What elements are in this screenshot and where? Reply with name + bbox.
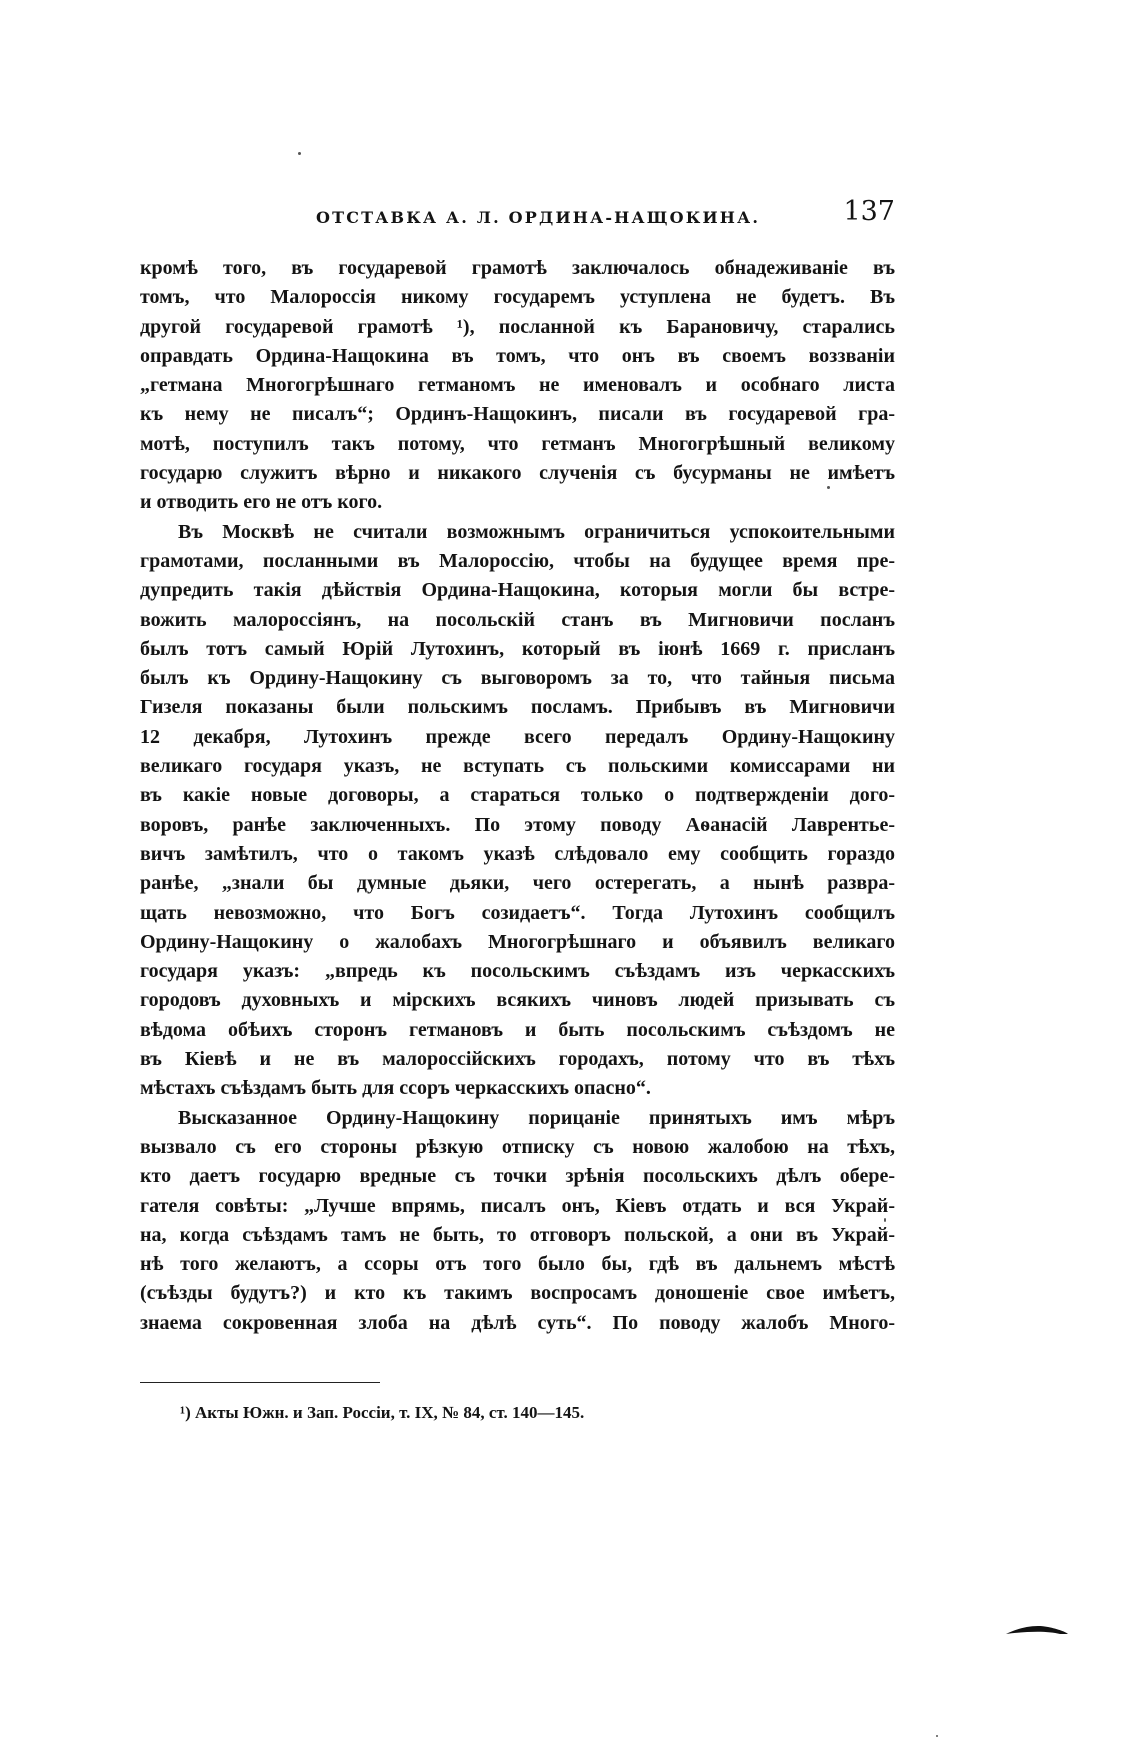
text-line: мотѣ, поступилъ такъ потому, что гетманъ Многогрѣшный великому <box>140 432 895 455</box>
text-line: нѣ того желаютъ, а ссоры отъ того было бы, гдѣ въ дальнемъ мѣстѣ <box>140 1253 895 1276</box>
text-line: (съѣзды будутъ?) и кто къ такимъ воспросамъ доношеніе свое имѣетъ, <box>140 1282 895 1305</box>
text-line: 12 декабря, Лутохинъ прежде всего передалъ Ордину-Нащокину <box>140 725 895 748</box>
footnote: ¹) Акты Южн. и Зап. Россіи, т. IX, № 84, ст. 140—145. <box>180 1403 585 1422</box>
body-text <box>140 254 895 1338</box>
text-line: и отводить его не отъ кого. <box>140 491 383 514</box>
paragraph-start-line: Въ Москвѣ не считали возможнымъ ограничиться успокоительными <box>178 520 895 543</box>
text-line: къ нему не писалъ“; Ординъ-Нащокинъ, писали въ государевой гра- <box>140 403 895 426</box>
text-line: вѣдома обѣихъ сторонъ гетмановъ и быть посольскимъ съѣздомъ не <box>140 1018 895 1041</box>
text-line: вичъ замѣтилъ, что о такомъ указѣ слѣдовало ему сообщить гораздо <box>140 842 895 865</box>
text-line: великаго государя указъ, не вступать съ польскими комиссарами ни <box>140 755 895 778</box>
text-line: мѣстахъ съѣздамъ быть для ссоръ черкасскихъ опасно“. <box>140 1077 651 1100</box>
page-number: 137 <box>843 196 895 227</box>
text-line: государя указъ: „впредь къ посольскимъ съѣздамъ изъ черкасскихъ <box>140 960 895 983</box>
text-line: на, когда съѣздамъ тамъ не быть, то отговоръ польской, а они въ Украй- <box>140 1223 895 1246</box>
text-line: щать невозможно, что Богъ созидаетъ“. Тогда Лутохинъ сообщилъ <box>140 901 895 924</box>
text-line: кто даетъ государю вредные съ точки зрѣнія посольскихъ дѣлъ обере- <box>140 1165 895 1188</box>
text-line: воровъ, ранѣе заключенныхъ. По этому поводу Аѳанасій Лаврентье- <box>140 813 895 836</box>
text-line: знаема сокровенная злоба на дѣлѣ суть“. По поводу жалобъ Много- <box>140 1311 895 1334</box>
text-line: вызвало съ его стороны рѣзкую отписку съ новою жалобою на тѣхъ, <box>140 1135 895 1158</box>
page-header <box>140 196 900 236</box>
text-line: дупредить такія дѣйствія Ордина-Нащокина, которыя могли бы встре- <box>140 579 895 602</box>
scan-speck <box>827 486 830 489</box>
text-line: кромѣ того, въ государевой грамотѣ заключалось обнадеживаніе въ <box>140 257 895 279</box>
text-line: городовъ духовныхъ и мірскихъ всякихъ чиновъ людей призывать съ <box>140 989 895 1012</box>
text-line: томъ, что Малороссія никому государемъ уступлена не будетъ. Въ <box>140 286 895 309</box>
scan-speck <box>884 1218 886 1222</box>
running-title: ОТСТАВКА А. Л. ОРДИНА-НАЩОКИНА. <box>316 208 761 227</box>
ink-smudge-mark <box>1004 1622 1070 1636</box>
text-line: въ какіе новые договоры, а стараться только о подтвержденіи дого- <box>140 784 895 807</box>
text-line: гателя совѣты: „Лучше впрямь, писалъ онъ, Кіевъ отдать и вся Украй- <box>140 1194 895 1217</box>
scan-speck <box>298 152 301 155</box>
text-line: „гетмана Многогрѣшнаго гетманомъ не именовалъ и особнаго листа <box>140 374 895 397</box>
text-line: государю служитъ вѣрно и никакого слученія съ бусурманы не имѣетъ <box>140 462 895 485</box>
text-line: въ Кіевѣ и не въ малороссійскихъ городахъ, потому что въ тѣхъ <box>140 1048 895 1071</box>
text-line: ранѣе, „знали бы думные дьяки, чего остерегать, а нынѣ развра- <box>140 872 895 895</box>
footnote-divider <box>140 1382 380 1383</box>
text-line: вожить малороссіянъ, на посольскій станъ въ Мигновичи посланъ <box>140 608 895 631</box>
text-line: оправдать Ордина-Нащокина въ томъ, что онъ въ своемъ воззваніи <box>140 344 895 367</box>
text-line: былъ тотъ самый Юрій Лутохинъ, который въ іюнѣ 1669 г. присланъ <box>140 637 895 660</box>
text-line: грамотами, посланными въ Малороссію, чтобы на будущее время пре- <box>140 549 895 572</box>
paragraph-start-line: Высказанное Ордину-Нащокину порицаніе принятыхъ имъ мѣръ <box>178 1106 895 1129</box>
text-line: другой государевой грамотѣ ¹), посланной къ Барановичу, старались <box>140 315 895 338</box>
text-line: Ордину-Нащокину о жалобахъ Многогрѣшнаго и объявилъ великаго <box>140 930 895 953</box>
text-line: былъ къ Ордину-Нащокину съ выговоромъ за то, что тайныя письма <box>140 667 895 690</box>
text-line: Гизеля показаны были польскимъ посламъ. Прибывъ въ Мигновичи <box>140 696 895 719</box>
